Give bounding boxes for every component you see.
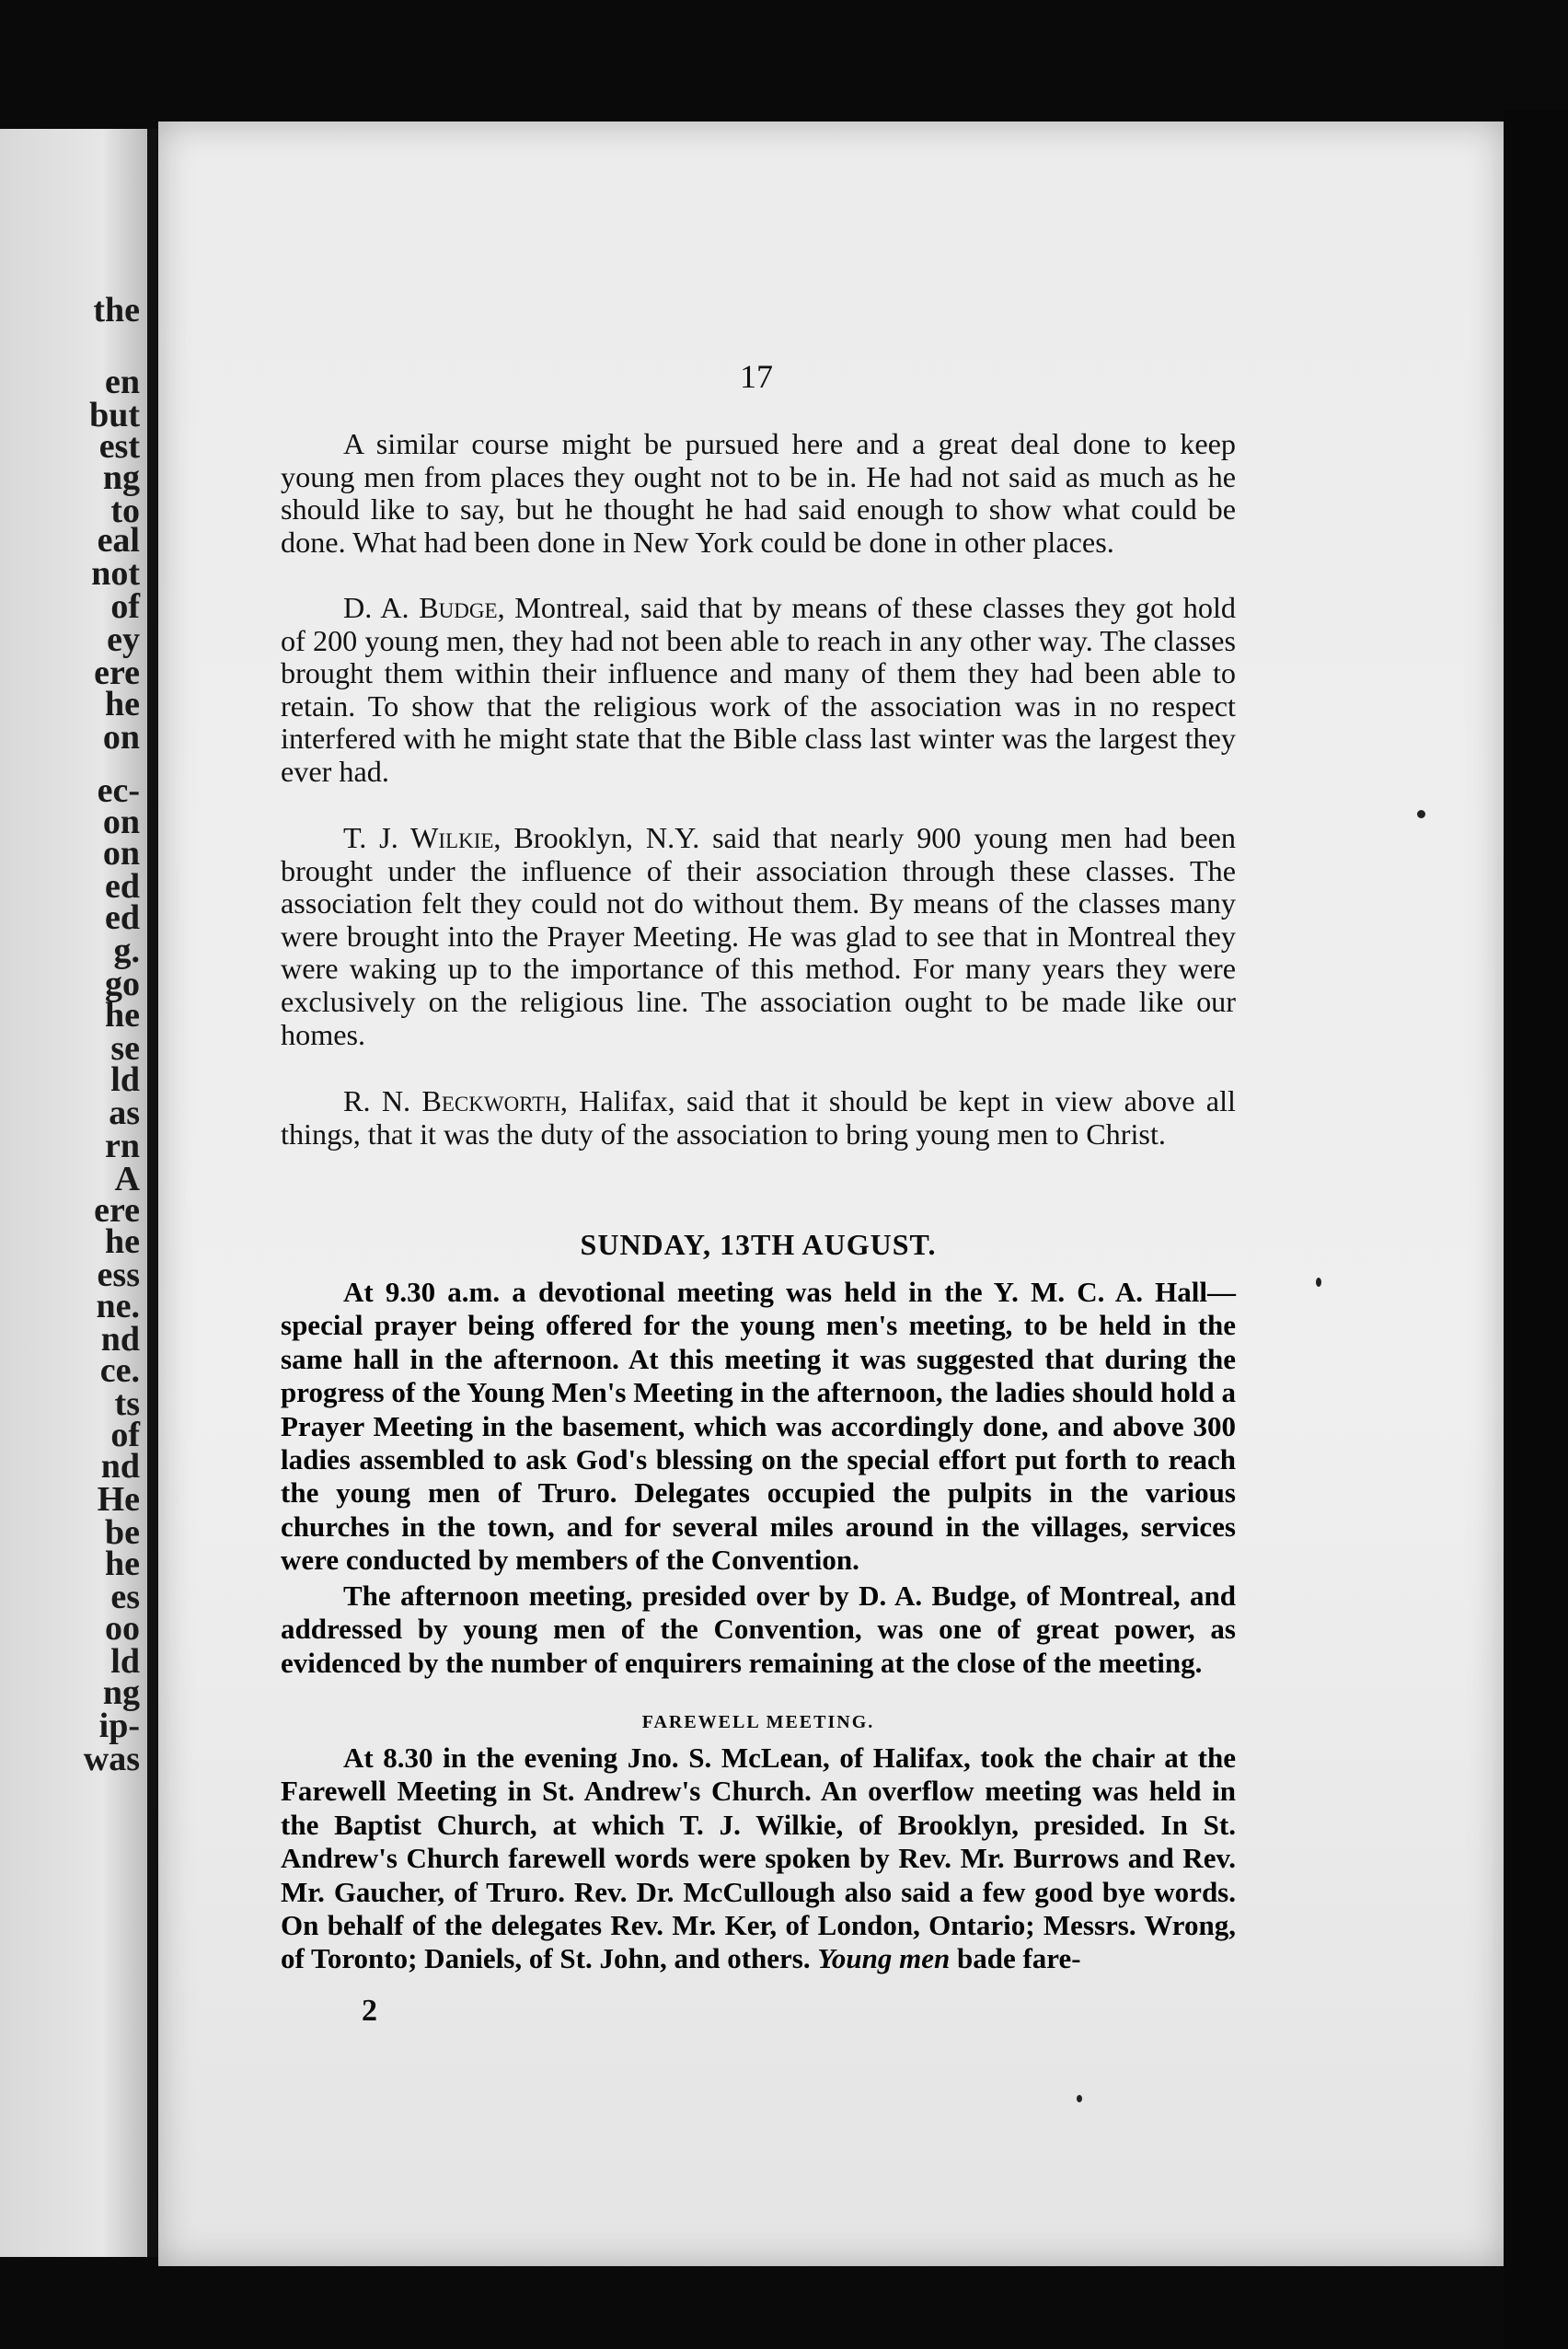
left-page-text-fragment: go <box>105 965 140 1003</box>
paragraph-beckworth <box>281 1085 1236 1151</box>
speck <box>1417 810 1425 818</box>
left-page-text-fragment: He <box>97 1480 140 1519</box>
left-page-text-fragment: ng <box>102 458 140 497</box>
left-page-text-fragment: of <box>110 587 140 626</box>
left-page-text-fragment: be <box>105 1513 140 1552</box>
left-page-text-fragment: ld <box>110 1642 140 1681</box>
paragraph-text-end: bade fare- <box>950 1942 1081 1975</box>
left-page-text-fragment: ec- <box>97 771 140 810</box>
left-page-fragment <box>0 129 147 2257</box>
speck <box>1316 1278 1321 1287</box>
left-page-text-fragment: on <box>102 718 140 757</box>
left-page-text-fragment: but <box>89 396 140 434</box>
paragraph-afternoon-meeting: The afternoon meeting, presided over by D. A. Budge, of Montreal, and addressed by young men of the Convention, was one of great power, as evidenced by the number of enquirers remaining at the close of the meeting. <box>281 1580 1236 1679</box>
page-edge-shadow <box>1504 110 1568 2349</box>
paragraph-course: A similar course might be pursued here and a great deal done to keep young men from places they ought not to be in. He had not said as much as he should like to say, but he thought he had said enough to show what could be done. What had been done in New York could be done in other places. <box>281 427 1236 559</box>
left-page-text-fragment: oo <box>105 1609 140 1648</box>
speaker-name: D. A. Budge <box>343 591 498 624</box>
left-page-text-fragment: ed <box>105 898 140 937</box>
speaker-name: R. N. Beckworth <box>343 1084 560 1117</box>
left-page-text-fragment: as <box>109 1094 140 1132</box>
left-page-text-fragment: est <box>98 427 140 466</box>
page-number: 17 <box>740 358 773 395</box>
left-page-text-fragment: on <box>102 803 140 841</box>
page-gutter <box>147 129 158 2257</box>
left-page-text-fragment: he <box>105 1222 140 1261</box>
section-heading-farewell: FAREWELL MEETING. <box>641 1712 875 1732</box>
left-page-text-fragment: on <box>102 834 140 873</box>
left-page-text-fragment: ey <box>107 620 140 659</box>
left-page-text-fragment: en <box>105 363 140 401</box>
left-page-text-fragment: to <box>110 492 140 530</box>
left-page-text-fragment: not <box>91 554 140 593</box>
left-page-text-fragment: of <box>110 1416 140 1454</box>
paragraph-text: , Halifax, said that it should be kept in view above all things, that it was the duty of the association to bring young men to Christ. <box>281 1084 1236 1151</box>
left-page-text-fragment: ng <box>102 1673 140 1712</box>
italic-phrase: Young men <box>817 1942 951 1975</box>
left-page-text-fragment: he <box>105 996 140 1035</box>
speck <box>1077 2095 1082 2102</box>
left-page-text-fragment: ts <box>114 1384 140 1423</box>
section-heading-sunday: SUNDAY, 13TH AUGUST. <box>580 1228 937 1261</box>
left-page-text-fragment: ld <box>110 1060 140 1099</box>
left-page-text-fragment: the <box>93 291 140 330</box>
signature-mark: 2 <box>362 1994 377 2028</box>
left-page-text-fragment: ere <box>94 654 140 692</box>
left-page-text-fragment: eal <box>97 521 140 560</box>
left-page-text-fragment: A <box>114 1160 140 1198</box>
left-page-text-fragment: he <box>105 685 140 723</box>
left-page-text-fragment: es <box>110 1578 140 1616</box>
left-page-text-fragment: ess <box>97 1256 140 1294</box>
paragraph-text: , Montreal, said that by means of these classes they got hold of 200 young men, they had not been able to reach in any other way. The classes brought them within their influence and many of them they had been able to retain. To show that the religious work of the association was in no respect interfered with he might state that the Bible class last winter was the largest they ever had. <box>281 591 1236 788</box>
left-page-text-fragment: nd <box>100 1447 140 1486</box>
speaker-name: T. J. Wilkie <box>343 821 494 854</box>
paragraph-devotional-meeting: At 9.30 a.m. a devotional meeting was held in the Y. M. C. A. Hall—special prayer being offered for the young men's meeting, to be held in the same hall in the afternoon. At this meeting it was suggested that during the progress of the Young Men's Meeting in the afternoon, the ladies should hold a Prayer Meeting in the basement, which was accordingly done, and above 300 ladies assembled to ask God's blessing on the special effort put forth to reach the young men of Truro. Delegates occupied the pulpits in the various churches in the town, and for several miles around in the villages, services were conducted by members of the Convention. <box>281 1276 1236 1577</box>
paragraph-wilkie <box>281 822 1236 1051</box>
left-page-text-fragment: nd <box>100 1320 140 1359</box>
left-page-text-fragment: was <box>83 1740 140 1778</box>
left-page-text-fragment: ce. <box>99 1351 140 1390</box>
left-page-text-fragment: ne. <box>96 1287 140 1325</box>
paragraph-budge <box>281 592 1236 789</box>
left-page-text-fragment: ip- <box>98 1707 140 1745</box>
left-page-text-fragment: ed <box>105 867 140 906</box>
paragraph-text: , Brooklyn, N.Y. said that nearly 900 young men had been brought under the influence of their association through these classes. The association felt they could not do without them. By means of the classes many were brought into the Prayer Meeting. He was glad to see that in Montreal they were waking up to the importance of this method. For many years they were exclusively on the religious line. The association ought to be made like our homes. <box>281 821 1236 1051</box>
left-page-text-fragment: se <box>110 1029 140 1068</box>
left-page-text-fragment: rn <box>105 1127 140 1165</box>
left-page-text-fragment: g. <box>113 932 140 970</box>
left-page-text-fragment: he <box>105 1545 140 1583</box>
left-page-text-fragment: ere <box>94 1191 140 1230</box>
paragraph-text: At 8.30 in the evening Jno. S. McLean, of Halifax, took the chair at the Farewell Meeting in St. Andrew's Church. An overflow meeting was held in the Baptist Church, at which T. J. Wilkie, of Brooklyn, presided. In St. Andrew's Church farewell words were spoken by Rev. Mr. Burrows and Rev. Mr. Gaucher, of Truro. Rev. Dr. McCullough also said a few good bye words. On behalf of the delegates Rev. Mr. Ker, of London, Ontario; Messrs. Wrong, of Toronto; Daniels, of St. John, and others. <box>281 1742 1236 1975</box>
paragraph-farewell-meeting <box>281 1742 1236 1976</box>
